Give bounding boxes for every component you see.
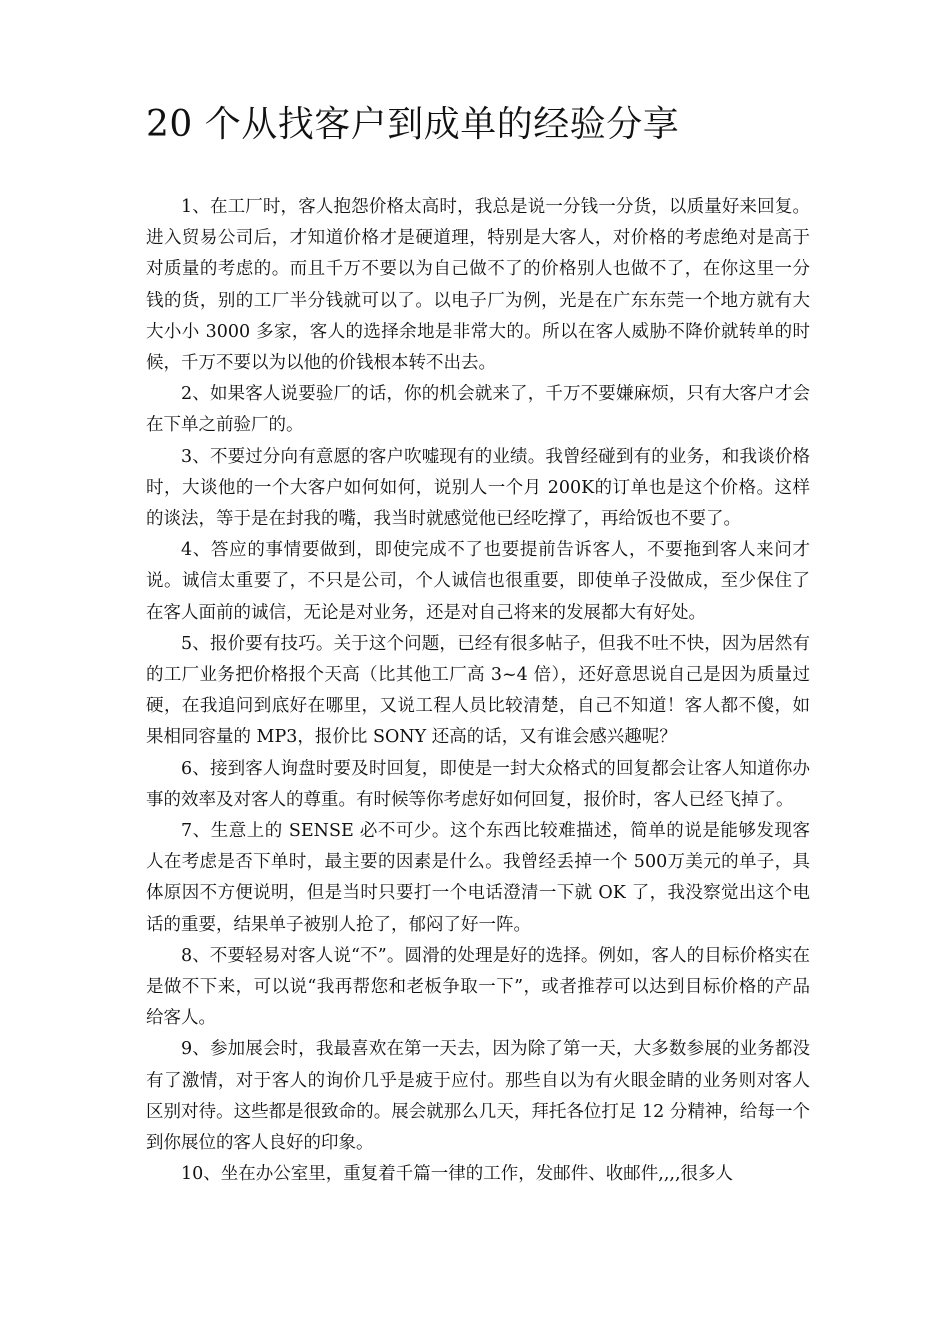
paragraph-2: 2、如果客人说要验厂的话，你的机会就来了，千万不要嫌麻烦，只有大客户才会在下单之前验厂的。: [146, 384, 810, 436]
paragraph-6: 6、接到客人询盘时要及时回复，即使是一封大众格式的回复都会让客人知道你办事的效率及对客人的尊重。有时候等你考虑好如何回复，报价时，客人已经飞掉了。: [146, 758, 810, 810]
document-title: 20 个从找客户到成单的经验分享: [146, 104, 680, 145]
paragraph-1: 1、在工厂时，客人抱怨价格太高时，我总是说一分钱一分货，以质量好来回复。进入贸易公司后，才知道价格才是硬道理，特别是大客人，对价格的考虑绝对是高于对质量的考虑的。而且千万不要以为自己做不了的价格别人也做不了，在你这里一分钱的货，别的工厂半分钱就可以了。以电子厂为例，光是在广东东莞一个地方就有大大小小 3000 多家，客人的选择余地是非常大的。所以在客人威胁不降价就转单的时候，千万不要以为以他的价钱根本转不出去。: [146, 197, 810, 374]
paragraph-4: 4、答应的事情要做到，即使完成不了也要提前告诉客人，不要拖到客人来问才说。诚信太重要了，不只是公司，个人诚信也很重要，即使单子没做成，至少保住了在客人面前的诚信，无论是对业务，还是对自己将来的发展都大有好处。: [146, 540, 810, 623]
paragraph-3: 3、不要过分向有意愿的客户吹嘘现有的业绩。我曾经碰到有的业务，和我谈价格时，大谈他的一个大客户如何如何，说别人一个月 200K的订单也是这个价格。这样的谈法，等于是在封我的嘴，我当时就感觉他已经吃撑了，再给饭也不要了。: [146, 446, 810, 530]
paragraph-7: 7、生意上的 SENSE 必不可少。这个东西比较难描述，简单的说是能够发现客人在考虑是否下单时，最主要的因素是什么。我曾经丢掉一个 500万美元的单子，具体原因不方便说明，但是当时只要打一个电话澄清一下就 OK 了，我没察觉出这个电话的重要，结果单子被别人抢了，郁闷了好一阵。: [146, 821, 810, 935]
paragraph-5: 5、报价要有技巧。关于这个问题，已经有很多帖子，但我不吐不快，因为居然有的工厂业务把价格报个天高（比其他工厂高 3~4 倍），还好意思说自己是因为质量过硬，在我追问到底好在哪里，又说工程人员比较清楚，自己不知道！客人都不傻，如果相同容量的 MP3，报价比 SONY 还高的话，又有谁会感兴趣呢？: [146, 633, 810, 748]
paragraph-9: 9、参加展会时，我最喜欢在第一天去，因为除了第一天，大多数参展的业务都没有了激情，对于客人的询价几乎是疲于应付。那些自以为有火眼金睛的业务则对客人区别对待。这些都是很致命的。展会就那么几天，拜托各位打足 12 分精神，给每一个到你展位的客人良好的印象。: [146, 1039, 810, 1154]
document-body: [146, 192, 810, 1191]
paragraph-10: 10、坐在办公室里，重复着千篇一律的工作，发邮件、收邮件,,,,很多人: [181, 1164, 734, 1185]
paragraph-8: 8、不要轻易对客人说“不”。圆滑的处理是好的选择。例如，客人的目标价格实在是做不下来，可以说“我再帮您和老板争取一下”，或者推荐可以达到目标价格的产品给客人。: [146, 945, 810, 1029]
